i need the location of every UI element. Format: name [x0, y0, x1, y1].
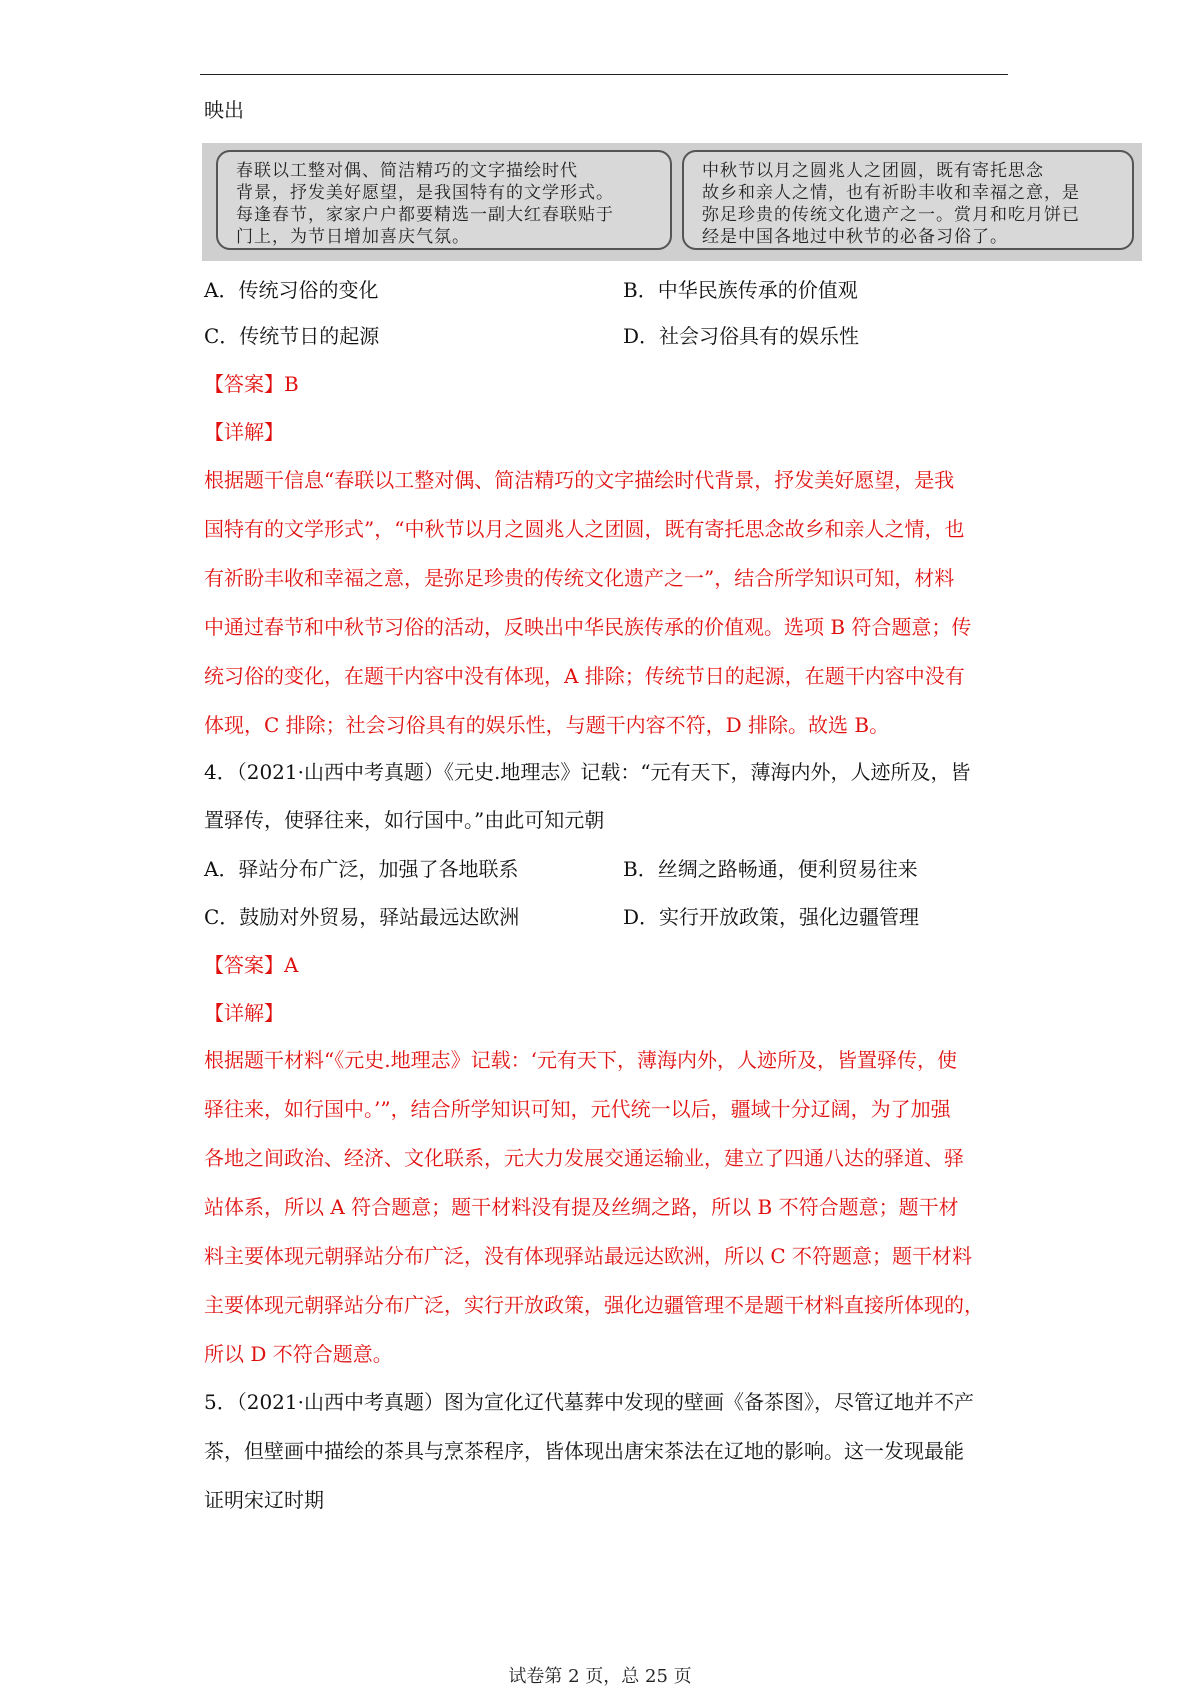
- q4-explanation-line: 主要体现元朝驿站分布广泛，实行开放政策，强化边疆管理不是题干材料直接所体现的，: [204, 1293, 984, 1317]
- q4-detail-label: 【详解】: [204, 1001, 284, 1025]
- q3-explanation-line: 有祈盼丰收和幸福之意，是弥足珍贵的传统文化遗产之一”，结合所学知识可知，材料: [204, 566, 955, 590]
- excerpt-line: 每逢春节，家家户户都要精选一副大红春联贴于: [236, 205, 614, 225]
- q4-explanation-line: 驿往来，如行国中。’”，结合所学知识可知，元代统一以后，疆域十分辽阔，为了加强: [204, 1097, 951, 1121]
- q4-option-a: A．驿站分布广泛，加强了各地联系: [204, 857, 519, 881]
- q4-answer: [204, 951, 298, 979]
- excerpt-line: 春联以工整对偶、简洁精巧的文字描绘时代: [236, 161, 578, 181]
- q4-explanation-line: 站体系，所以 A 符合题意；题干材料没有提及丝绸之路，所以 B 不符合题意；题干材: [204, 1195, 959, 1219]
- q3-option-a: A．传统习俗的变化: [204, 278, 379, 302]
- q3-explanation-line: 体现，C 排除；社会习俗具有的娱乐性，与题干内容不符，D 排除。故选 B。: [204, 713, 890, 737]
- q4-option-c: C．鼓励对外贸易，驿站最远达欧洲: [204, 905, 520, 929]
- answer-value: B: [284, 372, 299, 396]
- excerpt-line: 中秋节以月之圆兆人之团圆，既有寄托思念: [702, 161, 1044, 181]
- q5-stem-line: 证明宋辽时期: [204, 1488, 324, 1512]
- q4-explanation-line: 根据题干材料“《元史.地理志》记载：‘元有天下，薄海内外，人迹所及，皆置驿传，使: [204, 1048, 957, 1072]
- top-fragment: 映出: [204, 98, 244, 122]
- excerpt-image: [202, 143, 1142, 261]
- q3-option-c: C．传统节日的起源: [204, 324, 380, 348]
- answer-value: A: [284, 953, 299, 977]
- q3-answer: [204, 370, 299, 398]
- q4-explanation-line: 所以 D 不符合题意。: [204, 1342, 393, 1366]
- q5-stem-line: 茶，但壁画中描绘的茶具与烹茶程序，皆体现出唐宋茶法在辽地的影响。这一发现最能: [204, 1439, 964, 1463]
- q4-explanation-line: 料主要体现元朝驿站分布广泛，没有体现驿站最远达欧洲，所以 C 不符题意；题干材料: [204, 1244, 973, 1268]
- excerpt-line: 经是中国各地过中秋节的必备习俗了。: [702, 227, 1008, 247]
- answer-label: 【答案】: [204, 372, 284, 396]
- q4-option-d: D．实行开放政策，强化边疆管理: [623, 905, 920, 929]
- q5-stem-line: 5．（2021·山西中考真题）图为宣化辽代墓葬中发现的壁画《备茶图》，尽管辽地并不产: [204, 1390, 974, 1414]
- q3-explanation-line: 根据题干信息“春联以工整对偶、简洁精巧的文字描绘时代背景，抒发美好愿望，是我: [204, 468, 955, 492]
- q4-explanation-line: 各地之间政治、经济、文化联系，元大力发展交通运输业，建立了四通八达的驿道、驿: [204, 1146, 964, 1170]
- excerpt-line: 门上，为节日增加喜庆气氛。: [236, 227, 470, 247]
- excerpt-line: 背景，抒发美好愿望，是我国特有的文学形式。: [236, 183, 614, 203]
- answer-label: 【答案】: [204, 953, 284, 977]
- excerpt-line: 故乡和亲人之情，也有祈盼丰收和幸福之意，是: [702, 183, 1080, 203]
- page-footer: 试卷第 2 页，总 25 页: [508, 1666, 692, 1687]
- excerpt-mid-autumn: [682, 150, 1134, 250]
- q3-detail-label: 【详解】: [204, 420, 284, 444]
- q3-option-d: D．社会习俗具有的娱乐性: [623, 324, 860, 348]
- q3-explanation-line: 中通过春节和中秋节习俗的活动，反映出中华民族传承的价值观。选项 B 符合题意；传: [204, 615, 972, 639]
- header-rule: [200, 74, 1008, 75]
- q3-explanation-line: 国特有的文学形式”，“中秋节以月之圆兆人之团圆，既有寄托思念故乡和亲人之情，也: [204, 517, 965, 541]
- excerpt-spring-festival: [216, 150, 672, 250]
- q4-stem-line: 置驿传，使驿往来，如行国中。”由此可知元朝: [204, 808, 605, 832]
- q4-stem-line: 4．（2021·山西中考真题）《元史.地理志》记载：“元有天下，薄海内外，人迹所及，皆: [204, 760, 971, 784]
- q3-option-b: B．中华民族传承的价值观: [623, 278, 858, 302]
- excerpt-line: 弥足珍贵的传统文化遗产之一。赏月和吃月饼已: [702, 205, 1080, 225]
- q3-explanation-line: 统习俗的变化，在题干内容中没有体现，A 排除；传统节日的起源，在题干内容中没有: [204, 664, 965, 688]
- q4-option-b: B．丝绸之路畅通，便利贸易往来: [623, 857, 918, 881]
